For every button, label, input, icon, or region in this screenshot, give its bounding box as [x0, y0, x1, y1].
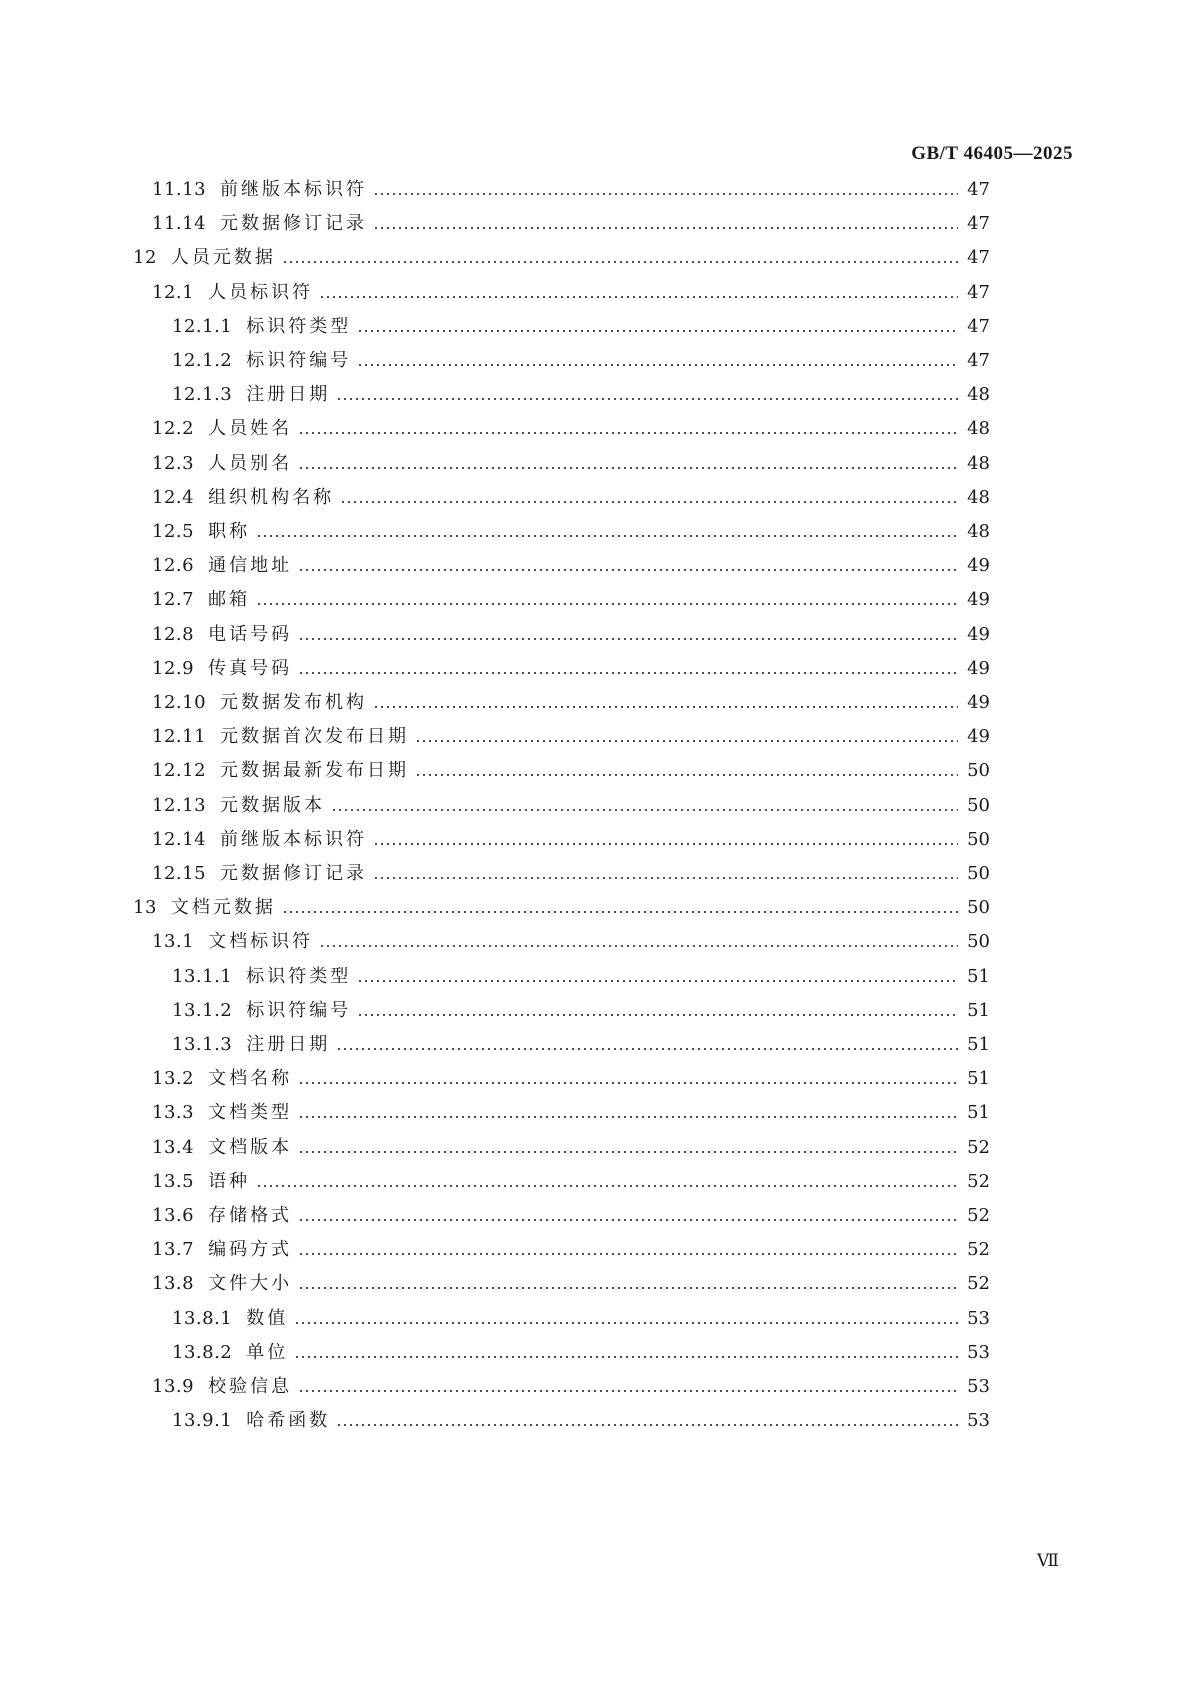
toc-entry-title: 人员元数据: [170, 247, 276, 269]
toc-entry-title: 元数据发布机构: [220, 692, 368, 713]
toc-entry-page: 49: [967, 726, 990, 748]
toc-entry-title: 职称: [208, 521, 251, 542]
toc-entry-title: 标识符类型: [246, 315, 352, 337]
toc-entry-title: 电话号码: [208, 623, 293, 645]
toc-entry-page: 52: [967, 1205, 990, 1226]
toc-entry[interactable]: [172, 994, 990, 1028]
toc-entry-title: 邮箱: [208, 589, 251, 611]
toc-entry[interactable]: [152, 925, 990, 959]
toc-entry-page: 48: [967, 418, 990, 440]
toc-entry-number: 13.9: [152, 1376, 195, 1397]
toc-entry-title: 文档版本: [208, 1136, 293, 1158]
toc-entry-number: 12.7: [152, 589, 195, 611]
dot-leader: [319, 276, 958, 310]
toc-entry[interactable]: [152, 1165, 990, 1199]
toc-entry[interactable]: [152, 754, 990, 788]
toc-entry[interactable]: [152, 481, 990, 515]
toc-entry-title: 人员标识符: [208, 281, 314, 303]
toc-entry[interactable]: [172, 344, 990, 378]
toc-entry-page: 49: [967, 589, 990, 611]
toc-entry-number: 13.5: [152, 1170, 195, 1192]
dot-leader: [336, 1404, 958, 1438]
toc-entry-title: 文档元数据: [170, 897, 276, 919]
toc-entry[interactable]: [152, 1199, 990, 1233]
dot-leader: [298, 652, 958, 686]
toc-entry-page: 51: [967, 965, 990, 987]
dot-leader: [298, 618, 958, 652]
toc-entry-title: 元数据修订记录: [220, 213, 368, 235]
toc-entry-number: 13.7: [152, 1239, 195, 1261]
toc-entry-page: 52: [967, 1170, 990, 1192]
toc-entry[interactable]: [172, 1028, 990, 1062]
toc-entry[interactable]: [152, 652, 990, 686]
dot-leader: [373, 823, 958, 857]
toc-entry-number: 13.8.2: [172, 1341, 233, 1363]
toc-entry-title: 语种: [208, 1170, 251, 1192]
toc-entry[interactable]: [152, 720, 990, 754]
toc-entry-page: 53: [967, 1376, 990, 1397]
dot-leader: [298, 1199, 958, 1233]
toc-entry-page: 52: [967, 1239, 990, 1261]
toc-entry[interactable]: [152, 583, 990, 617]
dot-leader: [298, 412, 958, 446]
dot-leader: [298, 1370, 958, 1404]
toc-entry-title: 注册日期: [246, 384, 331, 406]
toc-entry-number: 12.1.1: [172, 315, 233, 337]
toc-entry[interactable]: [172, 1302, 990, 1336]
toc-entry-page: 51: [967, 1102, 990, 1124]
toc-entry[interactable]: [172, 378, 990, 412]
toc-entry[interactable]: [133, 241, 990, 275]
toc-entry-page: 50: [967, 931, 990, 953]
toc-entry-title: 元数据最新发布日期: [220, 760, 410, 782]
toc-entry[interactable]: [172, 1336, 990, 1370]
toc-entry-title: 标识符编号: [246, 350, 352, 371]
toc-entry-number: 13.1.2: [172, 999, 233, 1021]
toc-entry-number: 13.4: [152, 1136, 195, 1158]
toc-entry[interactable]: [133, 891, 990, 925]
dot-leader: [298, 447, 958, 481]
toc-entry-title: 人员别名: [208, 452, 293, 474]
dot-leader: [415, 720, 958, 754]
toc-entry-title: 元数据首次发布日期: [220, 726, 410, 748]
toc-entry[interactable]: [152, 1131, 990, 1165]
page-folio: Ⅶ: [1037, 1551, 1059, 1570]
toc-entry-title: 标识符类型: [246, 965, 352, 987]
toc-entry-number: 13.2: [152, 1068, 195, 1090]
toc-entry-page: 50: [967, 897, 990, 919]
toc-entry-page: 47: [967, 281, 990, 303]
dot-leader: [282, 241, 958, 275]
dot-leader: [336, 378, 958, 412]
dot-leader: [357, 310, 958, 344]
toc-entry-number: 12.13: [152, 794, 207, 816]
toc-entry-number: 12.11: [152, 726, 207, 748]
toc-entry-title: 前继版本标识符: [220, 179, 368, 200]
dot-leader: [298, 1131, 958, 1165]
toc-entry[interactable]: [152, 857, 990, 891]
toc-entry-number: 13.3: [152, 1102, 195, 1124]
toc-entry-page: 47: [967, 179, 990, 200]
toc-entry-title: 哈希函数: [246, 1410, 331, 1432]
toc-entry[interactable]: [152, 549, 990, 583]
toc-entry-page: 52: [967, 1136, 990, 1158]
toc-entry-page: 50: [967, 863, 990, 884]
toc-entry[interactable]: [152, 686, 990, 720]
toc-entry-number: 11.14: [152, 213, 207, 235]
toc-entry-page: 47: [967, 315, 990, 337]
toc-entry-page: 52: [967, 1273, 990, 1295]
dot-leader: [357, 960, 958, 994]
toc-entry-number: 12.4: [152, 486, 195, 508]
toc-entry[interactable]: [152, 207, 990, 241]
toc-entry-number: 12.15: [152, 863, 207, 884]
toc-entry-page: 49: [967, 555, 990, 577]
toc-entry-page: 51: [967, 1068, 990, 1090]
toc-entry[interactable]: [152, 1370, 990, 1404]
toc-entry-number: 13.9.1: [172, 1410, 233, 1432]
toc-entry-title: 数值: [246, 1307, 289, 1329]
toc-entry[interactable]: [152, 1096, 990, 1130]
dot-leader: [298, 1233, 958, 1267]
dot-leader: [357, 344, 958, 378]
toc-entry-page: 49: [967, 692, 990, 713]
toc-entry-number: 12.1.3: [172, 384, 233, 406]
toc-entry-page: 49: [967, 623, 990, 645]
toc-entry-title: 注册日期: [246, 1034, 331, 1055]
toc-entry-title: 传真号码: [208, 657, 293, 679]
toc-entry[interactable]: [152, 173, 990, 207]
toc-entry-number: 12.14: [152, 828, 207, 850]
dot-leader: [373, 207, 958, 241]
dot-leader: [357, 994, 958, 1028]
toc-entry-number: 13.8.1: [172, 1307, 233, 1329]
toc-entry-number: 12.5: [152, 521, 195, 542]
dot-leader: [294, 1336, 958, 1370]
toc-entry-number: 13.1.3: [172, 1034, 233, 1055]
toc-entry-number: 12: [133, 247, 157, 269]
toc-entry-number: 12.2: [152, 418, 195, 440]
toc-entry-title: 人员姓名: [208, 418, 293, 440]
toc-entry-number: 11.13: [152, 179, 207, 200]
toc-entry[interactable]: [152, 618, 990, 652]
toc-entry-title: 标识符编号: [246, 999, 352, 1021]
dot-leader: [298, 1062, 958, 1096]
dot-leader: [373, 857, 958, 891]
toc-entry-title: 前继版本标识符: [220, 828, 368, 850]
toc-entry-page: 53: [967, 1410, 990, 1432]
dot-leader: [336, 1028, 958, 1062]
dot-leader: [282, 891, 958, 925]
toc-entry-page: 48: [967, 384, 990, 406]
toc-entry-page: 53: [967, 1341, 990, 1363]
toc-entry[interactable]: [152, 1233, 990, 1267]
toc-entry-title: 文档标识符: [208, 931, 314, 953]
toc-entry-title: 元数据版本: [220, 794, 326, 816]
toc-entry[interactable]: [152, 447, 990, 481]
toc-entry-number: 12.1.2: [172, 350, 233, 371]
toc-entry-page: 51: [967, 999, 990, 1021]
toc-entry-page: 50: [967, 828, 990, 850]
dot-leader: [340, 481, 958, 515]
toc-entry[interactable]: [152, 515, 990, 549]
toc-entry-number: 12.6: [152, 555, 195, 577]
toc-entry[interactable]: [172, 960, 990, 994]
dot-leader: [256, 583, 958, 617]
toc-entry-title: 编码方式: [208, 1239, 293, 1261]
toc-entry-title: 单位: [246, 1341, 289, 1363]
toc-entry-page: 47: [967, 350, 990, 371]
dot-leader: [294, 1302, 958, 1336]
toc-entry[interactable]: [152, 276, 990, 310]
dot-leader: [331, 789, 958, 823]
toc-entry-page: 48: [967, 521, 990, 542]
toc-entry-title: 文件大小: [208, 1273, 293, 1295]
toc-entry-page: 50: [967, 794, 990, 816]
toc-entry-page: 51: [967, 1034, 990, 1055]
toc-entry-page: 47: [967, 247, 990, 269]
toc-entry-number: 13.1.1: [172, 965, 233, 987]
toc-entry-page: 50: [967, 760, 990, 782]
toc-entry-title: 文档名称: [208, 1068, 293, 1090]
dot-leader: [298, 1096, 958, 1130]
dot-leader: [373, 686, 958, 720]
toc-entry[interactable]: [172, 1404, 990, 1438]
toc-entry-page: 49: [967, 657, 990, 679]
toc-entry-page: 48: [967, 486, 990, 508]
toc-entry-number: 12.9: [152, 657, 195, 679]
toc-entry-page: 53: [967, 1307, 990, 1329]
dot-leader: [319, 925, 958, 959]
dot-leader: [256, 515, 958, 549]
dot-leader: [415, 754, 958, 788]
toc-entry-number: 12.12: [152, 760, 207, 782]
toc-entry[interactable]: [152, 412, 990, 446]
dot-leader: [298, 549, 958, 583]
toc-entry-title: 校验信息: [208, 1376, 293, 1397]
toc-entry-number: 13.8: [152, 1273, 195, 1295]
dot-leader: [373, 173, 958, 207]
toc-entry-title: 存储格式: [208, 1205, 293, 1226]
toc-entry-title: 通信地址: [208, 555, 293, 577]
toc-entry-number: 12.10: [152, 692, 207, 713]
toc-entry-number: 13.6: [152, 1205, 195, 1226]
toc-entry[interactable]: [152, 823, 990, 857]
toc-entry[interactable]: [152, 1062, 990, 1096]
standard-number: GB/T 46405—2025: [911, 143, 1073, 164]
toc-entry-title: 元数据修订记录: [220, 863, 368, 884]
toc-entry-number: 13.1: [152, 931, 195, 953]
dot-leader: [298, 1267, 958, 1301]
toc-entry-page: 48: [967, 452, 990, 474]
toc-entry-number: 12.3: [152, 452, 195, 474]
toc-entry-title: 组织机构名称: [208, 486, 335, 508]
toc-entry[interactable]: [152, 1267, 990, 1301]
toc-entry-title: 文档类型: [208, 1102, 293, 1124]
toc-entry-number: 13: [133, 897, 157, 919]
dot-leader: [256, 1165, 958, 1199]
toc-entry-number: 12.8: [152, 623, 195, 645]
toc-entry[interactable]: [172, 310, 990, 344]
toc-entry-number: 12.1: [152, 281, 195, 303]
toc-entry[interactable]: [152, 789, 990, 823]
toc-entry-page: 47: [967, 213, 990, 235]
